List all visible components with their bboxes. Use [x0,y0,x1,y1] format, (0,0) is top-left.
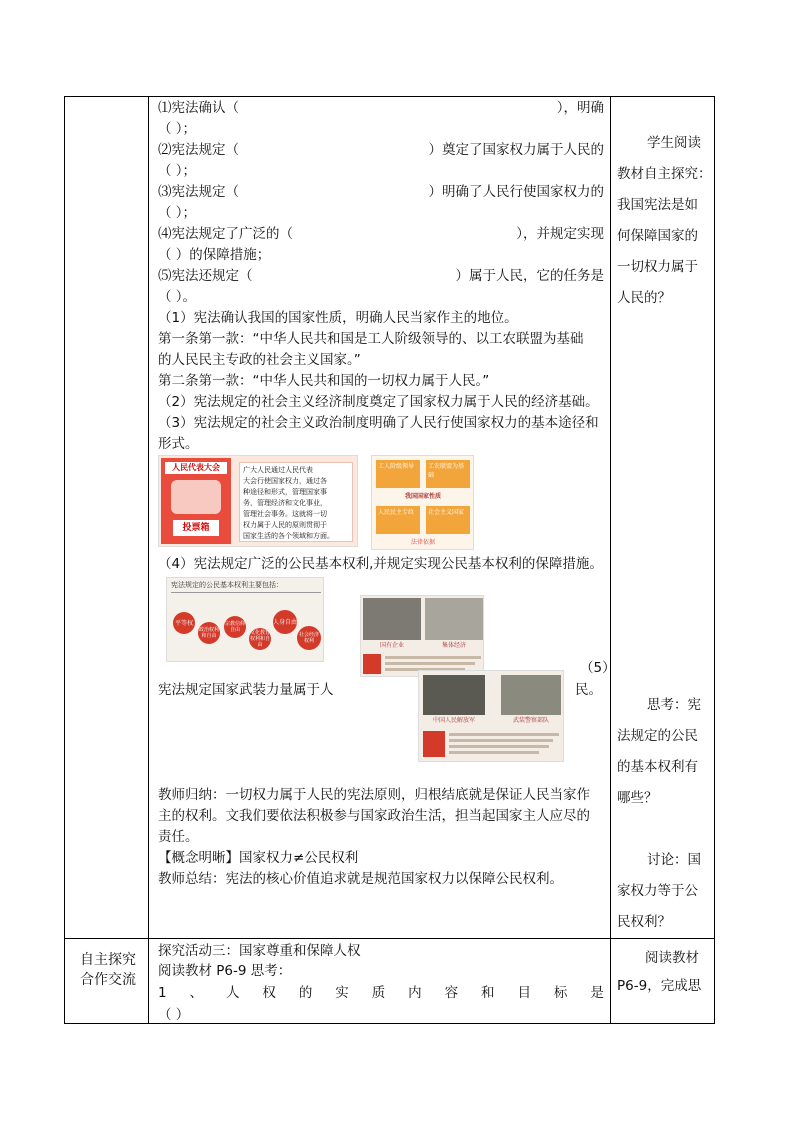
row2-label-line: 自主探究 [80,952,136,968]
fill-line-2: （ ）； [158,121,197,137]
caption-state-enterprise: 国有企业 [379,642,404,649]
note-line: P6-9，完成思 [617,978,702,994]
armed-forces-image [418,670,564,762]
question-1-char: 权 [262,985,276,1001]
note-line: 阅读教材 [645,950,699,966]
right-personal-freedom: 人身自由 [273,610,297,634]
summary-line: 教师总结：宪法的核心价值追求就是规范国家权力以保障公民权利。 [158,871,563,887]
note-line: 讨论：国 [647,852,701,868]
citizen-rights-image [166,577,324,662]
fill-line-7b: ），并规定实现 [516,226,604,242]
question-1-char: 、 [189,985,204,1001]
economy-image [360,595,484,677]
question-1-char: 内 [408,985,422,1001]
text-placeholder [449,745,549,748]
diagram-footer: 法律依据 [410,539,435,546]
armed-police-photo [501,675,561,715]
table-border-right [714,96,715,1024]
row-divider [64,938,715,939]
npc-text-line: 国家生活的各个领域和方面。 [243,532,334,540]
rights-hanger-line [171,592,321,593]
answer-line: 第二条第一款：“中华人民共和国的一切权力属于人民。” [158,373,490,389]
fill-line-5a: ⑶宪法规定（ [158,184,239,200]
note-line: 人民的？ [617,290,671,306]
question-1-char: 是 [590,985,604,1001]
voting-panel [161,458,231,544]
question-1-char: 标 [553,985,568,1001]
question-1-char: 容 [444,985,459,1001]
note-line: 思考：宪 [647,697,701,713]
state-enterprise-photo [363,598,421,640]
note-line: 家权力等于公 [617,883,698,899]
right-note-row2 [617,944,713,1000]
activity-three [158,941,606,1025]
diagram-center-label: 我国国家性质 [404,493,441,500]
question-1-char: 和 [481,985,495,1001]
row2-label [70,950,146,990]
right-socioeconomic: 社会经济权利 [297,626,321,650]
hands-shape [171,480,221,514]
right-note-3 [617,845,713,938]
concept-clarification: 【概念明晰】国家权力≠公民权利 [158,850,359,866]
fill-line-6: （ ）； [158,205,197,221]
question-1-char: 质 [371,985,386,1001]
note-line: 学生阅读 [647,135,701,151]
npc-text-line: 权力属于人民的原则贯彻于 [243,521,327,529]
answer-line: （1）宪法确认我国的国家性质，明确人民当家作主的地位。 [158,310,518,326]
fill-line-9a: ⑸宪法还规定（ [158,268,253,284]
column-divider-2 [610,96,611,1024]
ballot-box-label: 投票箱 [173,520,219,536]
caption-collective: 集体经济 [441,642,466,649]
teacher-summary [158,785,606,890]
answer-line: （3）宪法规定的社会主义政治制度明确了人民行使国家权力的基本途径和 [158,415,599,431]
answer-line: 的人民民主专政的社会主义国家。” [158,352,361,368]
fill-line-7a: ⑷宪法规定了广泛的（ [158,226,293,242]
state-nature-diagram [371,455,474,550]
note-line: 我国宪法是如 [617,197,698,213]
text-placeholder [449,733,559,736]
note-line: 哪些？ [617,790,658,806]
item-4-text: （4）宪法规定广泛的公民基本权利,并规定实现公民基本权利的保障措施。 [158,556,603,572]
text-placeholder [449,739,553,742]
column-divider-1 [148,96,149,1024]
pla-photo [423,675,485,715]
diagram-box-worker-class: 工人阶级领导 [376,460,420,488]
right-note-1 [617,128,713,314]
npc-description [239,462,353,542]
summary-line: 教师归纳：一切权力属于人民的宪法原则，归根结底就是保证人民当家作 [158,787,590,803]
answer-line: 第一条第一款：“中华人民共和国是工人阶级领导的、以工农联盟为基础 [158,331,584,347]
note-line: 教材自主探究： [617,166,712,182]
text-placeholder [385,662,475,665]
diagram-box-alliance: 工农联盟为基础 [426,460,470,488]
caption-pla: 中国人民解放军 [432,717,475,724]
answer-line: 形式。 [158,436,199,452]
npc-text-line: 广大人民通过人民代表 [243,466,313,474]
fill-in-questions [158,98,606,455]
note-line: 何保障国家的 [617,228,698,244]
npc-sign: 人民代表大会 [165,462,227,474]
right-religion: 宗教信仰自由 [224,616,246,638]
fill-line-1b: ），明确 [556,100,604,116]
question-1-char: 实 [335,985,349,1001]
fill-line-3a: ⑵宪法规定（ [158,142,239,158]
table-border-top [64,96,715,97]
right-equality: 平等权 [173,612,195,634]
right-culture: 文化教育权利和自由 [249,630,270,648]
diagram-box-dictatorship: 人民民主专政 [376,506,420,534]
fill-line-9b: ）属于人民，它的任务是 [455,268,604,284]
item-5-number: （5） [580,660,616,676]
question-1-char: 人 [225,985,240,1001]
text-placeholder [385,656,481,659]
npc-text-line: 大会行使国家权力，通过各 [243,477,327,485]
summary-line: 责任。 [158,829,199,845]
fill-line-5b: ）明确了人民行使国家权力的 [428,184,604,200]
table-border-left [64,96,65,1024]
note-line: 的基本权利有 [617,759,698,775]
reading-instruction: 阅读教材 P6-9 思考： [158,963,292,979]
text-placeholder [449,751,539,754]
constitution-book-icon [423,731,445,757]
npc-text-line: 管理社会事务。这就将一切 [243,510,327,518]
npc-voting-image [158,455,358,547]
note-line: 民权利？ [617,914,671,930]
row2-label-line: 合作交流 [80,972,136,988]
question-1-char: 的 [298,985,313,1001]
fill-line-1a: ⑴宪法确认（ [158,100,239,116]
question-1-line [158,981,604,1005]
note-line: 法规定的公民 [617,728,698,744]
question-1-blank: （ ） [158,1007,190,1023]
question-1-char: 目 [517,985,531,1001]
collective-economy-photo [425,598,483,640]
constitution-book-icon [363,654,381,674]
fill-line-8: （ ）的保障措施； [158,247,271,263]
fill-line-10: （ ）。 [158,289,197,305]
item-5-text-a: 宪法规定国家武装力量属于人 [158,682,334,698]
rights-title: 宪法规定的公民基本权利主要包括： [171,581,283,589]
npc-text-line: 种途径和形式，管理国家事 [243,488,327,496]
fill-line-3b: ）奠定了国家权力属于人民的 [428,142,604,158]
npc-text-line: 务，管理经济和文化事业， [243,499,327,507]
note-line: 一切权力属于 [617,259,698,275]
caption-armed-police: 武装警察部队 [512,717,549,724]
summary-line: 主的权利。文我们要依法积极参与国家政治生活，担当起国家主人应尽的 [158,808,590,824]
diagram-box-socialist: 社会主义国家 [426,506,470,534]
question-1-char: 1 [158,985,167,1001]
right-note-2 [617,690,713,814]
item-5-text-b: 民。 [575,682,602,698]
right-political: 政治权利和自由 [198,622,220,644]
fill-line-4: （ ）； [158,163,197,179]
activity-title: 探究活动三：国家尊重和保障人权 [158,943,361,959]
answer-line: （2）宪法规定的社会主义经济制度奠定了国家权力属于人民的经济基础。 [158,394,599,410]
